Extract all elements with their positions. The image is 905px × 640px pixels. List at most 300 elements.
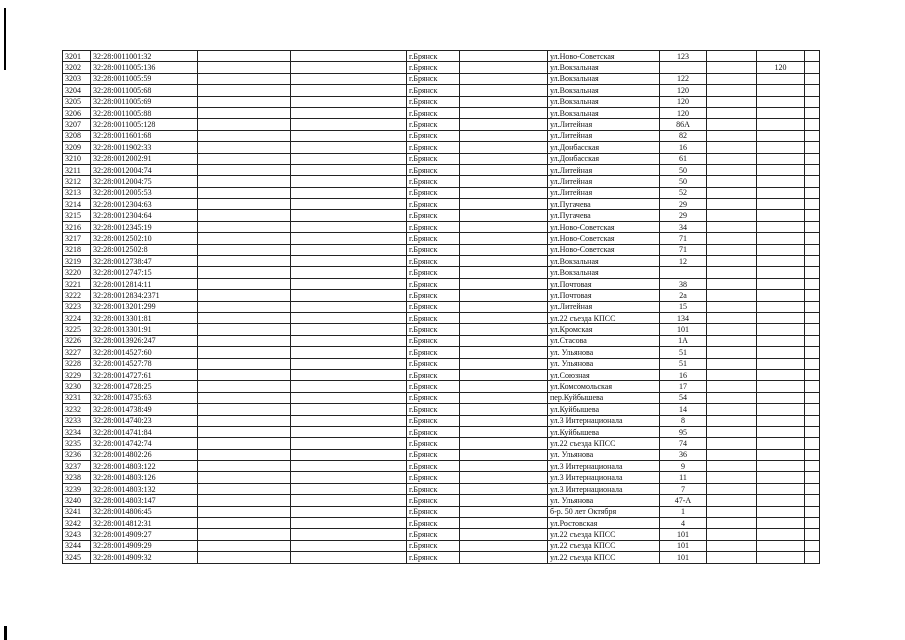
cell-empty [291,312,407,323]
cell-empty [805,256,820,267]
cell-empty [198,552,291,563]
cell-city: г.Брянск [407,404,460,415]
cell-city: г.Брянск [407,290,460,301]
cell-empty [460,290,548,301]
cell-empty [460,495,548,506]
cell-city: г.Брянск [407,130,460,141]
cell-city: г.Брянск [407,142,460,153]
cell-street: ул.3 Интернационала [548,415,660,426]
cell-row-number: 3239 [63,483,91,494]
cell-empty [805,210,820,221]
cell-row-number: 3231 [63,392,91,403]
cell-cadastral-number: 32:28:0014735:63 [91,392,198,403]
cell-city: г.Брянск [407,415,460,426]
cell-extra-value [757,290,805,301]
cell-city: г.Брянск [407,187,460,198]
cell-cadastral-number: 32:28:0012345:19 [91,221,198,232]
cell-empty [291,461,407,472]
cell-extra-value [757,483,805,494]
cell-street: ул.22 съезда КПСС [548,312,660,323]
cell-row-number: 3225 [63,324,91,335]
cell-row-number: 3212 [63,176,91,187]
cell-extra-value [757,335,805,346]
cell-empty [707,415,757,426]
cell-house-number: 51 [660,358,707,369]
cell-street: ул.Куйбышева [548,404,660,415]
cell-city: г.Брянск [407,518,460,529]
cell-street: ул.Литейная [548,301,660,312]
cell-row-number: 3216 [63,221,91,232]
cell-extra-value [757,472,805,483]
cell-empty [805,244,820,255]
cell-extra-value [757,461,805,472]
cell-empty [805,381,820,392]
cell-empty [805,164,820,175]
table-row [63,404,820,415]
cell-empty [291,62,407,73]
cell-row-number: 3236 [63,449,91,460]
cell-empty [707,164,757,175]
cell-empty [198,73,291,84]
cell-house-number: 74 [660,438,707,449]
cell-cadastral-number: 32:28:0013201:299 [91,301,198,312]
cell-extra-value [757,369,805,380]
cell-extra-value [757,199,805,210]
cell-cadastral-number: 32:28:0014812:31 [91,518,198,529]
table-row [63,244,820,255]
cell-street: ул.Вокзальная [548,256,660,267]
cell-empty [460,518,548,529]
cell-empty [805,142,820,153]
cell-empty [707,210,757,221]
cell-street: ул.Вокзальная [548,96,660,107]
cell-empty [707,51,757,62]
cell-cadastral-number: 32:28:0014738:49 [91,404,198,415]
cell-extra-value [757,142,805,153]
cell-city: г.Брянск [407,369,460,380]
cell-empty [707,506,757,517]
cell-empty [805,62,820,73]
cell-street: ул. Ульянова [548,495,660,506]
cell-house-number: 14 [660,404,707,415]
cell-empty [198,495,291,506]
cell-cadastral-number: 32:28:0014527:78 [91,358,198,369]
cell-extra-value [757,426,805,437]
cell-empty [707,244,757,255]
cell-empty [291,73,407,84]
cell-empty [707,369,757,380]
cell-empty [805,187,820,198]
cell-empty [460,301,548,312]
cell-empty [805,73,820,84]
cell-empty [291,335,407,346]
cell-extra-value [757,438,805,449]
cell-empty [460,107,548,118]
cell-extra-value [757,244,805,255]
cell-street: ул.22 съезда КПСС [548,540,660,551]
cell-city: г.Брянск [407,107,460,118]
table-row [63,142,820,153]
cell-street: ул. Ульянова [548,449,660,460]
cell-empty [291,301,407,312]
table-row [63,392,820,403]
cell-empty [198,301,291,312]
cell-street: ул.Комсомольская [548,381,660,392]
cell-empty [805,369,820,380]
cell-row-number: 3215 [63,210,91,221]
cell-cadastral-number: 32:28:0012502:8 [91,244,198,255]
cell-house-number: 52 [660,187,707,198]
cell-row-number: 3233 [63,415,91,426]
cell-empty [198,358,291,369]
cell-house-number: 15 [660,301,707,312]
cell-house-number: 34 [660,221,707,232]
cell-empty [460,324,548,335]
cell-street: ул.Куйбышева [548,426,660,437]
cell-cadastral-number: 32:28:0014803:147 [91,495,198,506]
cell-empty [707,301,757,312]
cell-empty [805,301,820,312]
cell-cadastral-number: 32:28:0011005:68 [91,85,198,96]
cell-house-number: 86А [660,119,707,130]
cell-extra-value [757,552,805,563]
cell-house-number: 101 [660,529,707,540]
cell-empty [198,506,291,517]
cell-empty [291,540,407,551]
table-row [63,278,820,289]
cell-empty [707,130,757,141]
cell-row-number: 3232 [63,404,91,415]
cell-city: г.Брянск [407,552,460,563]
cell-empty [460,278,548,289]
table-row [63,324,820,335]
cell-cadastral-number: 32:28:0012002:91 [91,153,198,164]
cell-city: г.Брянск [407,438,460,449]
cell-row-number: 3202 [63,62,91,73]
cell-empty [805,119,820,130]
cell-extra-value [757,278,805,289]
cell-street: ул.Ново-Советская [548,233,660,244]
cell-empty [291,107,407,118]
cell-city: г.Брянск [407,426,460,437]
cell-row-number: 3228 [63,358,91,369]
cell-house-number: 51 [660,347,707,358]
cell-cadastral-number: 32:28:0014806:45 [91,506,198,517]
cell-cadastral-number: 32:28:0014803:126 [91,472,198,483]
cell-empty [707,347,757,358]
cell-empty [805,495,820,506]
cell-empty [805,233,820,244]
cell-cadastral-number: 32:28:0013926:247 [91,335,198,346]
cell-empty [805,312,820,323]
cell-cadastral-number: 32:28:0014741:84 [91,426,198,437]
registry-table [62,50,820,564]
table-row [63,426,820,437]
cell-row-number: 3235 [63,438,91,449]
table-row [63,176,820,187]
cell-empty [460,312,548,323]
cell-empty [291,130,407,141]
cell-empty [460,85,548,96]
cell-row-number: 3204 [63,85,91,96]
cell-empty [291,267,407,278]
cell-city: г.Брянск [407,358,460,369]
cell-empty [291,278,407,289]
cell-empty [805,221,820,232]
cell-empty [198,164,291,175]
registry-table-body [63,51,820,564]
cell-empty [291,392,407,403]
cell-city: г.Брянск [407,210,460,221]
cell-extra-value [757,153,805,164]
cell-empty [460,335,548,346]
cell-cadastral-number: 32:28:0011005:69 [91,96,198,107]
cell-empty [460,392,548,403]
cell-cadastral-number: 32:28:0012304:63 [91,199,198,210]
cell-cadastral-number: 32:28:0014742:74 [91,438,198,449]
cell-extra-value [757,51,805,62]
cell-row-number: 3209 [63,142,91,153]
cell-extra-value [757,85,805,96]
table-row [63,164,820,175]
cell-empty [707,449,757,460]
cell-empty [707,518,757,529]
table-row [63,107,820,118]
cell-house-number: 101 [660,540,707,551]
cell-city: г.Брянск [407,449,460,460]
cell-cadastral-number: 32:28:0012004:75 [91,176,198,187]
cell-house-number: 120 [660,85,707,96]
cell-empty [805,51,820,62]
cell-extra-value: 120 [757,62,805,73]
cell-empty [707,381,757,392]
cell-house-number: 82 [660,130,707,141]
cell-row-number: 3208 [63,130,91,141]
cell-extra-value [757,506,805,517]
cell-empty [805,461,820,472]
cell-cadastral-number: 32:28:0014909:29 [91,540,198,551]
cell-empty [460,415,548,426]
cell-city: г.Брянск [407,85,460,96]
cell-empty [460,96,548,107]
cell-house-number: 2а [660,290,707,301]
cell-empty [707,187,757,198]
cell-empty [291,221,407,232]
cell-cadastral-number: 32:28:0014802:26 [91,449,198,460]
cell-empty [707,233,757,244]
cell-street: ул.Кромская [548,324,660,335]
cell-street: ул.Литейная [548,176,660,187]
cell-empty [805,153,820,164]
cell-extra-value [757,392,805,403]
cell-extra-value [757,358,805,369]
cell-row-number: 3224 [63,312,91,323]
cell-cadastral-number: 32:28:0014803:122 [91,461,198,472]
table-row [63,335,820,346]
cell-house-number: 4 [660,518,707,529]
cell-house-number: 120 [660,96,707,107]
cell-street: ул.Литейная [548,164,660,175]
cell-city: г.Брянск [407,483,460,494]
table-row [63,73,820,84]
cell-empty [291,369,407,380]
cell-empty [198,233,291,244]
table-row [63,187,820,198]
cell-empty [707,278,757,289]
cell-empty [805,176,820,187]
cell-extra-value [757,164,805,175]
cell-house-number: 12 [660,256,707,267]
table-row [63,415,820,426]
cell-empty [460,244,548,255]
cell-empty [707,472,757,483]
cell-street: ул.22 съезда КПСС [548,529,660,540]
cell-empty [291,358,407,369]
cell-extra-value [757,495,805,506]
cell-empty [805,472,820,483]
cell-empty [198,153,291,164]
cell-street: ул.Вокзальная [548,73,660,84]
cell-empty [805,392,820,403]
cell-house-number: 29 [660,199,707,210]
table-row [63,483,820,494]
cell-empty [460,62,548,73]
cell-empty [707,358,757,369]
cell-house-number: 120 [660,107,707,118]
cell-street: ул.Донбасская [548,142,660,153]
cell-city: г.Брянск [407,62,460,73]
table-row [63,85,820,96]
table-row [63,540,820,551]
cell-extra-value [757,415,805,426]
cell-house-number: 8 [660,415,707,426]
cell-extra-value [757,301,805,312]
cell-empty [198,404,291,415]
cell-cadastral-number: 32:28:0014909:32 [91,552,198,563]
cell-empty [291,438,407,449]
table-row [63,506,820,517]
cell-empty [707,529,757,540]
cell-row-number: 3223 [63,301,91,312]
table-row [63,312,820,323]
cell-house-number: 71 [660,233,707,244]
cell-empty [291,472,407,483]
cell-empty [707,267,757,278]
cell-empty [707,495,757,506]
cell-empty [460,552,548,563]
cell-empty [805,483,820,494]
cell-street: ул.Вокзальная [548,107,660,118]
cell-city: г.Брянск [407,267,460,278]
cell-empty [707,483,757,494]
table-row [63,62,820,73]
cell-empty [805,278,820,289]
cell-city: г.Брянск [407,540,460,551]
cell-empty [460,369,548,380]
cell-empty [198,199,291,210]
cell-empty [291,119,407,130]
cell-empty [707,107,757,118]
binding-mark-bottom [4,626,7,640]
cell-cadastral-number: 32:28:0012004:74 [91,164,198,175]
cell-house-number: 29 [660,210,707,221]
cell-city: г.Брянск [407,51,460,62]
cell-house-number: 101 [660,552,707,563]
cell-empty [460,51,548,62]
cell-empty [198,244,291,255]
cell-empty [198,461,291,472]
cell-empty [460,164,548,175]
cell-empty [198,278,291,289]
cell-city: г.Брянск [407,392,460,403]
cell-row-number: 3211 [63,164,91,175]
cell-empty [460,426,548,437]
cell-extra-value [757,119,805,130]
cell-house-number: 71 [660,244,707,255]
cell-street: ул.Пугачева [548,210,660,221]
cell-empty [805,404,820,415]
cell-house-number: 7 [660,483,707,494]
cell-empty [805,518,820,529]
table-row [63,529,820,540]
table-row [63,438,820,449]
cell-house-number: 123 [660,51,707,62]
cell-city: г.Брянск [407,119,460,130]
table-row [63,210,820,221]
cell-extra-value [757,187,805,198]
cell-row-number: 3245 [63,552,91,563]
cell-house-number: 1А [660,335,707,346]
cell-city: г.Брянск [407,221,460,232]
cell-street: ул.3 Интернационала [548,461,660,472]
cell-extra-value [757,210,805,221]
cell-empty [198,187,291,198]
table-row [63,199,820,210]
cell-house-number: 47-А [660,495,707,506]
table-row [63,369,820,380]
cell-empty [707,73,757,84]
cell-empty [291,449,407,460]
cell-row-number: 3218 [63,244,91,255]
cell-empty [805,449,820,460]
cell-empty [707,540,757,551]
cell-row-number: 3217 [63,233,91,244]
cell-cadastral-number: 32:28:0012834:2371 [91,290,198,301]
cell-empty [198,540,291,551]
cell-empty [805,324,820,335]
cell-empty [291,495,407,506]
cell-empty [460,256,548,267]
cell-cadastral-number: 32:28:0014740:23 [91,415,198,426]
cell-empty [198,85,291,96]
cell-row-number: 3221 [63,278,91,289]
cell-city: г.Брянск [407,347,460,358]
cell-empty [198,529,291,540]
cell-city: г.Брянск [407,233,460,244]
cell-empty [198,256,291,267]
cell-house-number: 11 [660,472,707,483]
cell-street: ул.Донбасская [548,153,660,164]
cell-extra-value [757,404,805,415]
cell-house-number: 101 [660,324,707,335]
table-row [63,221,820,232]
cell-row-number: 3205 [63,96,91,107]
cell-house-number: 36 [660,449,707,460]
table-row [63,119,820,130]
cell-cadastral-number: 32:28:0014909:27 [91,529,198,540]
cell-empty [707,176,757,187]
cell-city: г.Брянск [407,278,460,289]
